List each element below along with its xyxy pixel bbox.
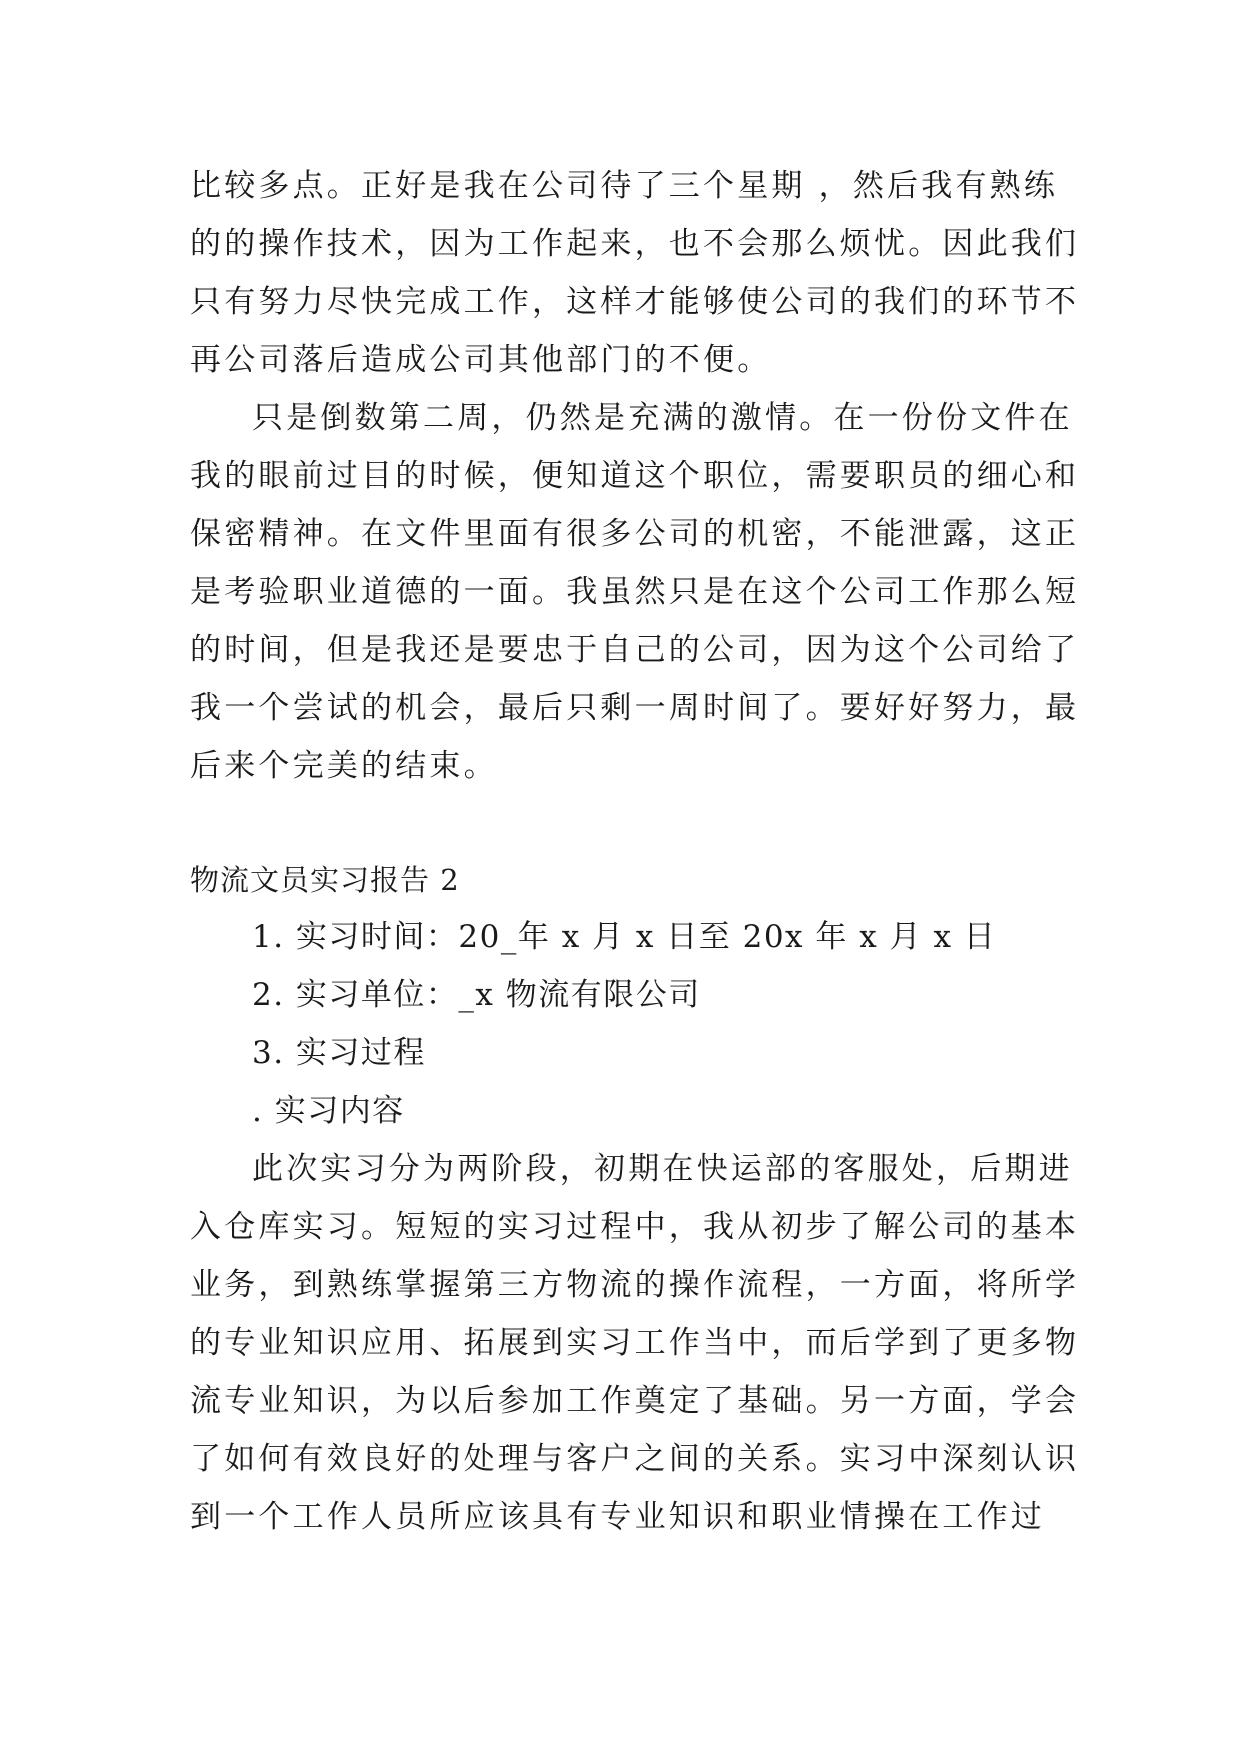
paragraph-line: 业务，到熟练掌握第三方物流的操作流程，一方面，将所学 [190,1267,1080,1303]
paragraph-line: 我的眼前过目的时候，便知道这个职位，需要职员的细心和 [190,458,1080,494]
paragraph-line: 的专业知识应用、拓展到实习工作当中，而后学到了更多物 [190,1325,1080,1361]
paragraph-line: 了如何有效良好的处理与客户之间的关系。实习中深刻认识 [190,1441,1080,1477]
section-title: 物流文员实习报告 2 [190,863,460,897]
paragraph-line: 此次实习分为两阶段，初期在快运部的客服处，后期进 [252,1151,1073,1187]
paragraph-line: 再公司落后造成公司其他部门的不便。 [190,342,772,378]
paragraph-line: 保密精神。在文件里面有很多公司的机密，不能泄露，这正 [190,516,1080,552]
paragraph-line: 后来个完美的结束。 [190,748,498,784]
paragraph-line: 比较多点。正好是我在公司待了三个星期 ，然后我有熟练 [190,168,1059,204]
paragraph-line: 只是倒数第二周，仍然是充满的激情。在一份份文件在 [252,400,1073,436]
paragraph-line: 是考验职业道德的一面。我虽然只是在这个公司工作那么短 [190,574,1080,610]
list-item: 3. 实习过程 [252,1035,426,1071]
list-item: 2. 实习单位：_x 物流有限公司 [252,977,701,1013]
paragraph-line: 流专业知识，为以后参加工作奠定了基础。另一方面，学会 [190,1383,1080,1419]
paragraph-line: 到一个工作人员所应该具有专业知识和职业情操在工作过 [190,1499,1045,1535]
list-item: 1. 实习时间：20_年 x 月 x 日至 20x 年 x 月 x 日 [252,919,997,955]
list-item: . 实习内容 [252,1093,405,1129]
paragraph-line: 我一个尝试的机会，最后只剩一周时间了。要好好努力，最 [190,690,1080,726]
paragraph-line: 只有努力尽快完成工作，这样才能够使公司的我们的环节不 [190,284,1080,320]
paragraph-line: 的的操作技术，因为工作起来，也不会那么烦忧。因此我们 [190,226,1080,262]
paragraph-line: 入仓库实习。短短的实习过程中，我从初步了解公司的基本 [190,1209,1080,1245]
paragraph-line: 的时间，但是我还是要忠于自己的公司，因为这个公司给了 [190,632,1080,668]
